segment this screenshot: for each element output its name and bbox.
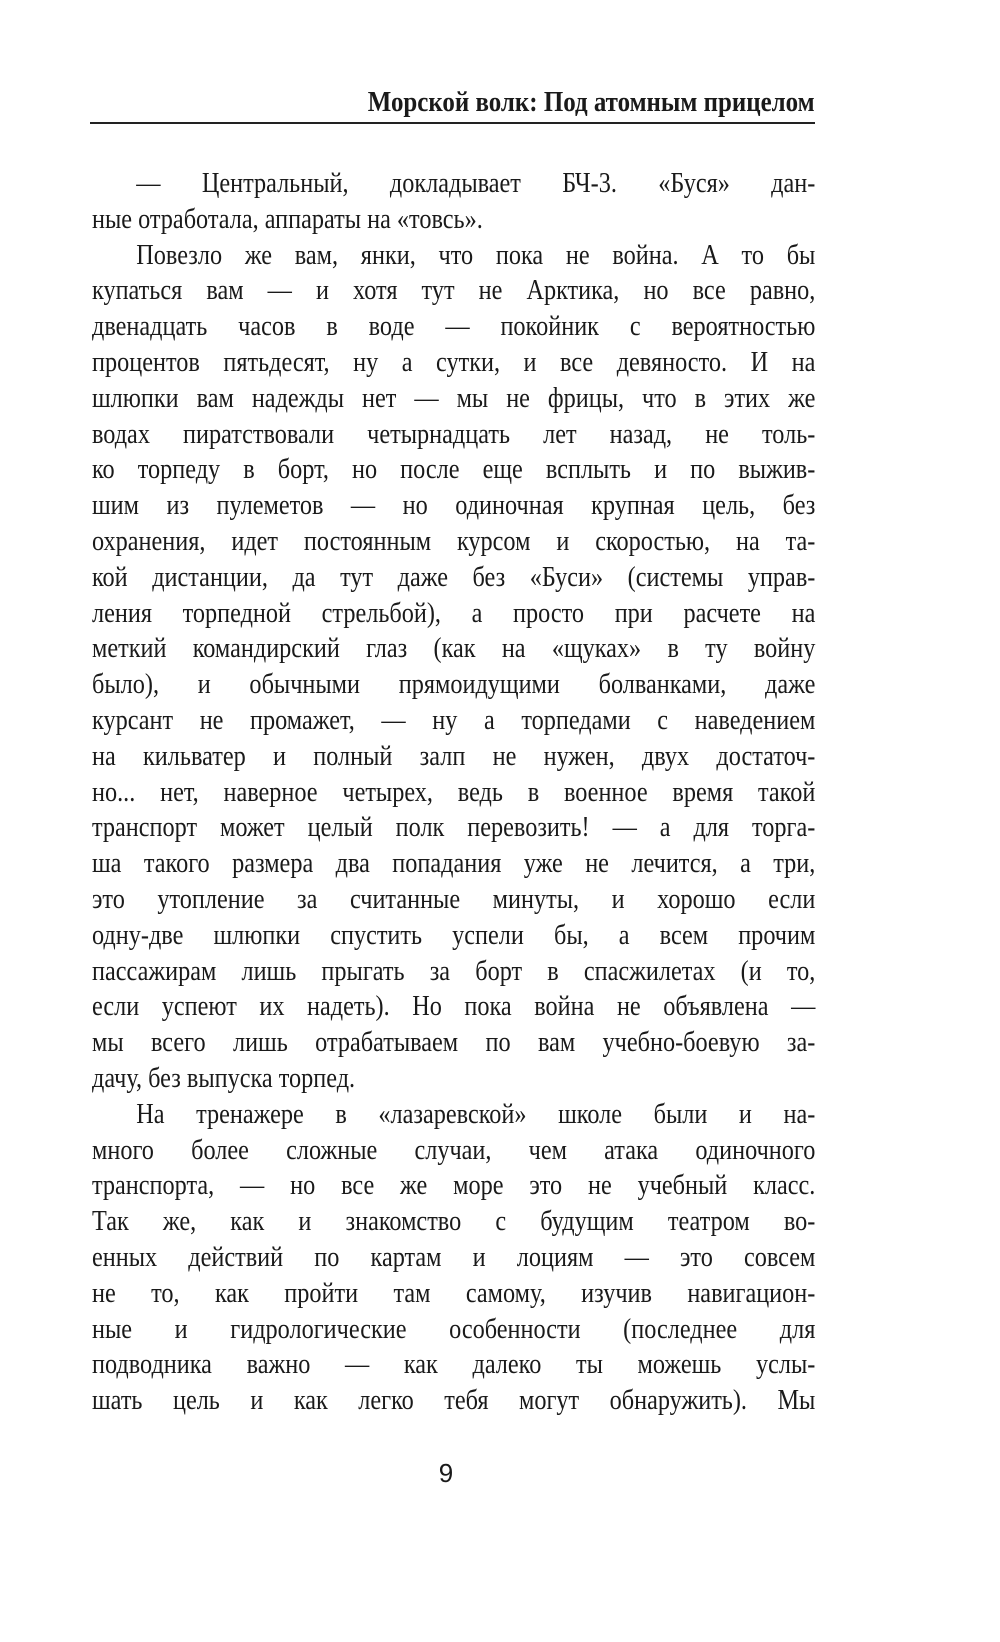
text-line: но... нет, наверное четырех, ведь в военное время такой	[92, 776, 816, 808]
running-header	[90, 86, 815, 126]
book-title: Морской волк: Под атомным прицелом	[368, 86, 815, 118]
text-line: меткий командирский глаз (как на «щуках» в ту войну	[92, 633, 816, 665]
text-line: подводника важно — как далеко ты можешь услы-	[92, 1349, 816, 1381]
text-line: ления торпедной стрельбой), а просто при расчете на	[92, 597, 816, 629]
text-line: много более сложные случаи, чем атака одиночного	[92, 1134, 816, 1166]
text-line: купаться вам — и хотя тут не Арктика, но все равно,	[92, 275, 816, 307]
text-line: шлюпки вам надежды нет — мы не фрицы, что в этих же	[92, 382, 816, 414]
text-line: На тренажере в «лазаревской» школе были и на-	[136, 1098, 816, 1130]
text-line: дачу, без выпуска торпед.	[92, 1062, 356, 1094]
text-line: шим из пулеметов — но одиночная крупная цель, без	[92, 490, 816, 522]
text-line: шать цель и как легко тебя могут обнаружить). Мы	[92, 1385, 816, 1417]
text-line: енных действий по картам и лоциям — это совсем	[92, 1241, 816, 1273]
text-line: на кильватер и полный залп не нужен, двух достаточ-	[92, 740, 816, 772]
text-line: одну-две шлюпки спустить успели бы, а всем прочим	[92, 919, 816, 951]
text-line: это утопление за считанные минуты, и хорошо если	[92, 883, 816, 915]
text-line: кой дистанции, да тут даже без «Буси» (системы управ-	[92, 561, 816, 593]
text-line: не то, как пройти там самому, изучив навигацион-	[92, 1277, 816, 1309]
text-line: если успеют их надеть). Но пока война не объявлена —	[92, 991, 816, 1023]
text-line: — Центральный, докладывает БЧ-3. «Буся» дан-	[136, 168, 816, 199]
text-line: курсант не промажет, — ну а торпедами с наведением	[92, 704, 816, 736]
text-line: Повезло же вам, янки, что пока не война. А то бы	[136, 239, 816, 271]
text-line: ные и гидрологические особенности (последнее для	[92, 1313, 816, 1345]
text-line: ко торпеду в борт, но после еще всплыть и по выжив-	[92, 454, 816, 486]
text-line: водах пиратствовали четырнадцать лет назад, не толь-	[92, 418, 816, 450]
header-rule	[90, 122, 815, 124]
text-line: транспорта, — но все же море это не учебный класс.	[92, 1170, 816, 1202]
page-body-text	[92, 166, 815, 1419]
text-line: транспорт может целый полк перевозить! — а для торга-	[92, 812, 816, 844]
text-line: двенадцать часов в воде — покойник с вероятностью	[92, 311, 816, 343]
text-line: пассажирам лишь прыгать за борт в спасжилетах (и то,	[92, 955, 816, 987]
text-line: мы всего лишь отрабатываем по вам учебно-боевую за-	[92, 1027, 816, 1059]
page-number: 9	[438, 1458, 454, 1488]
text-line: ша такого размера два попадания уже не лечится, а три,	[92, 848, 816, 880]
text-line: Так же, как и знакомство с будущим театром во-	[92, 1206, 816, 1238]
text-line: охранения, идет постоянным курсом и скоростью, на та-	[92, 525, 816, 557]
text-line: ные отработала, аппараты на «товсь».	[92, 203, 483, 235]
text-line: процентов пятьдесят, ну а сутки, и все девяносто. И на	[92, 346, 816, 378]
text-line: было), и обычными прямоидущими болванками, даже	[92, 669, 816, 701]
